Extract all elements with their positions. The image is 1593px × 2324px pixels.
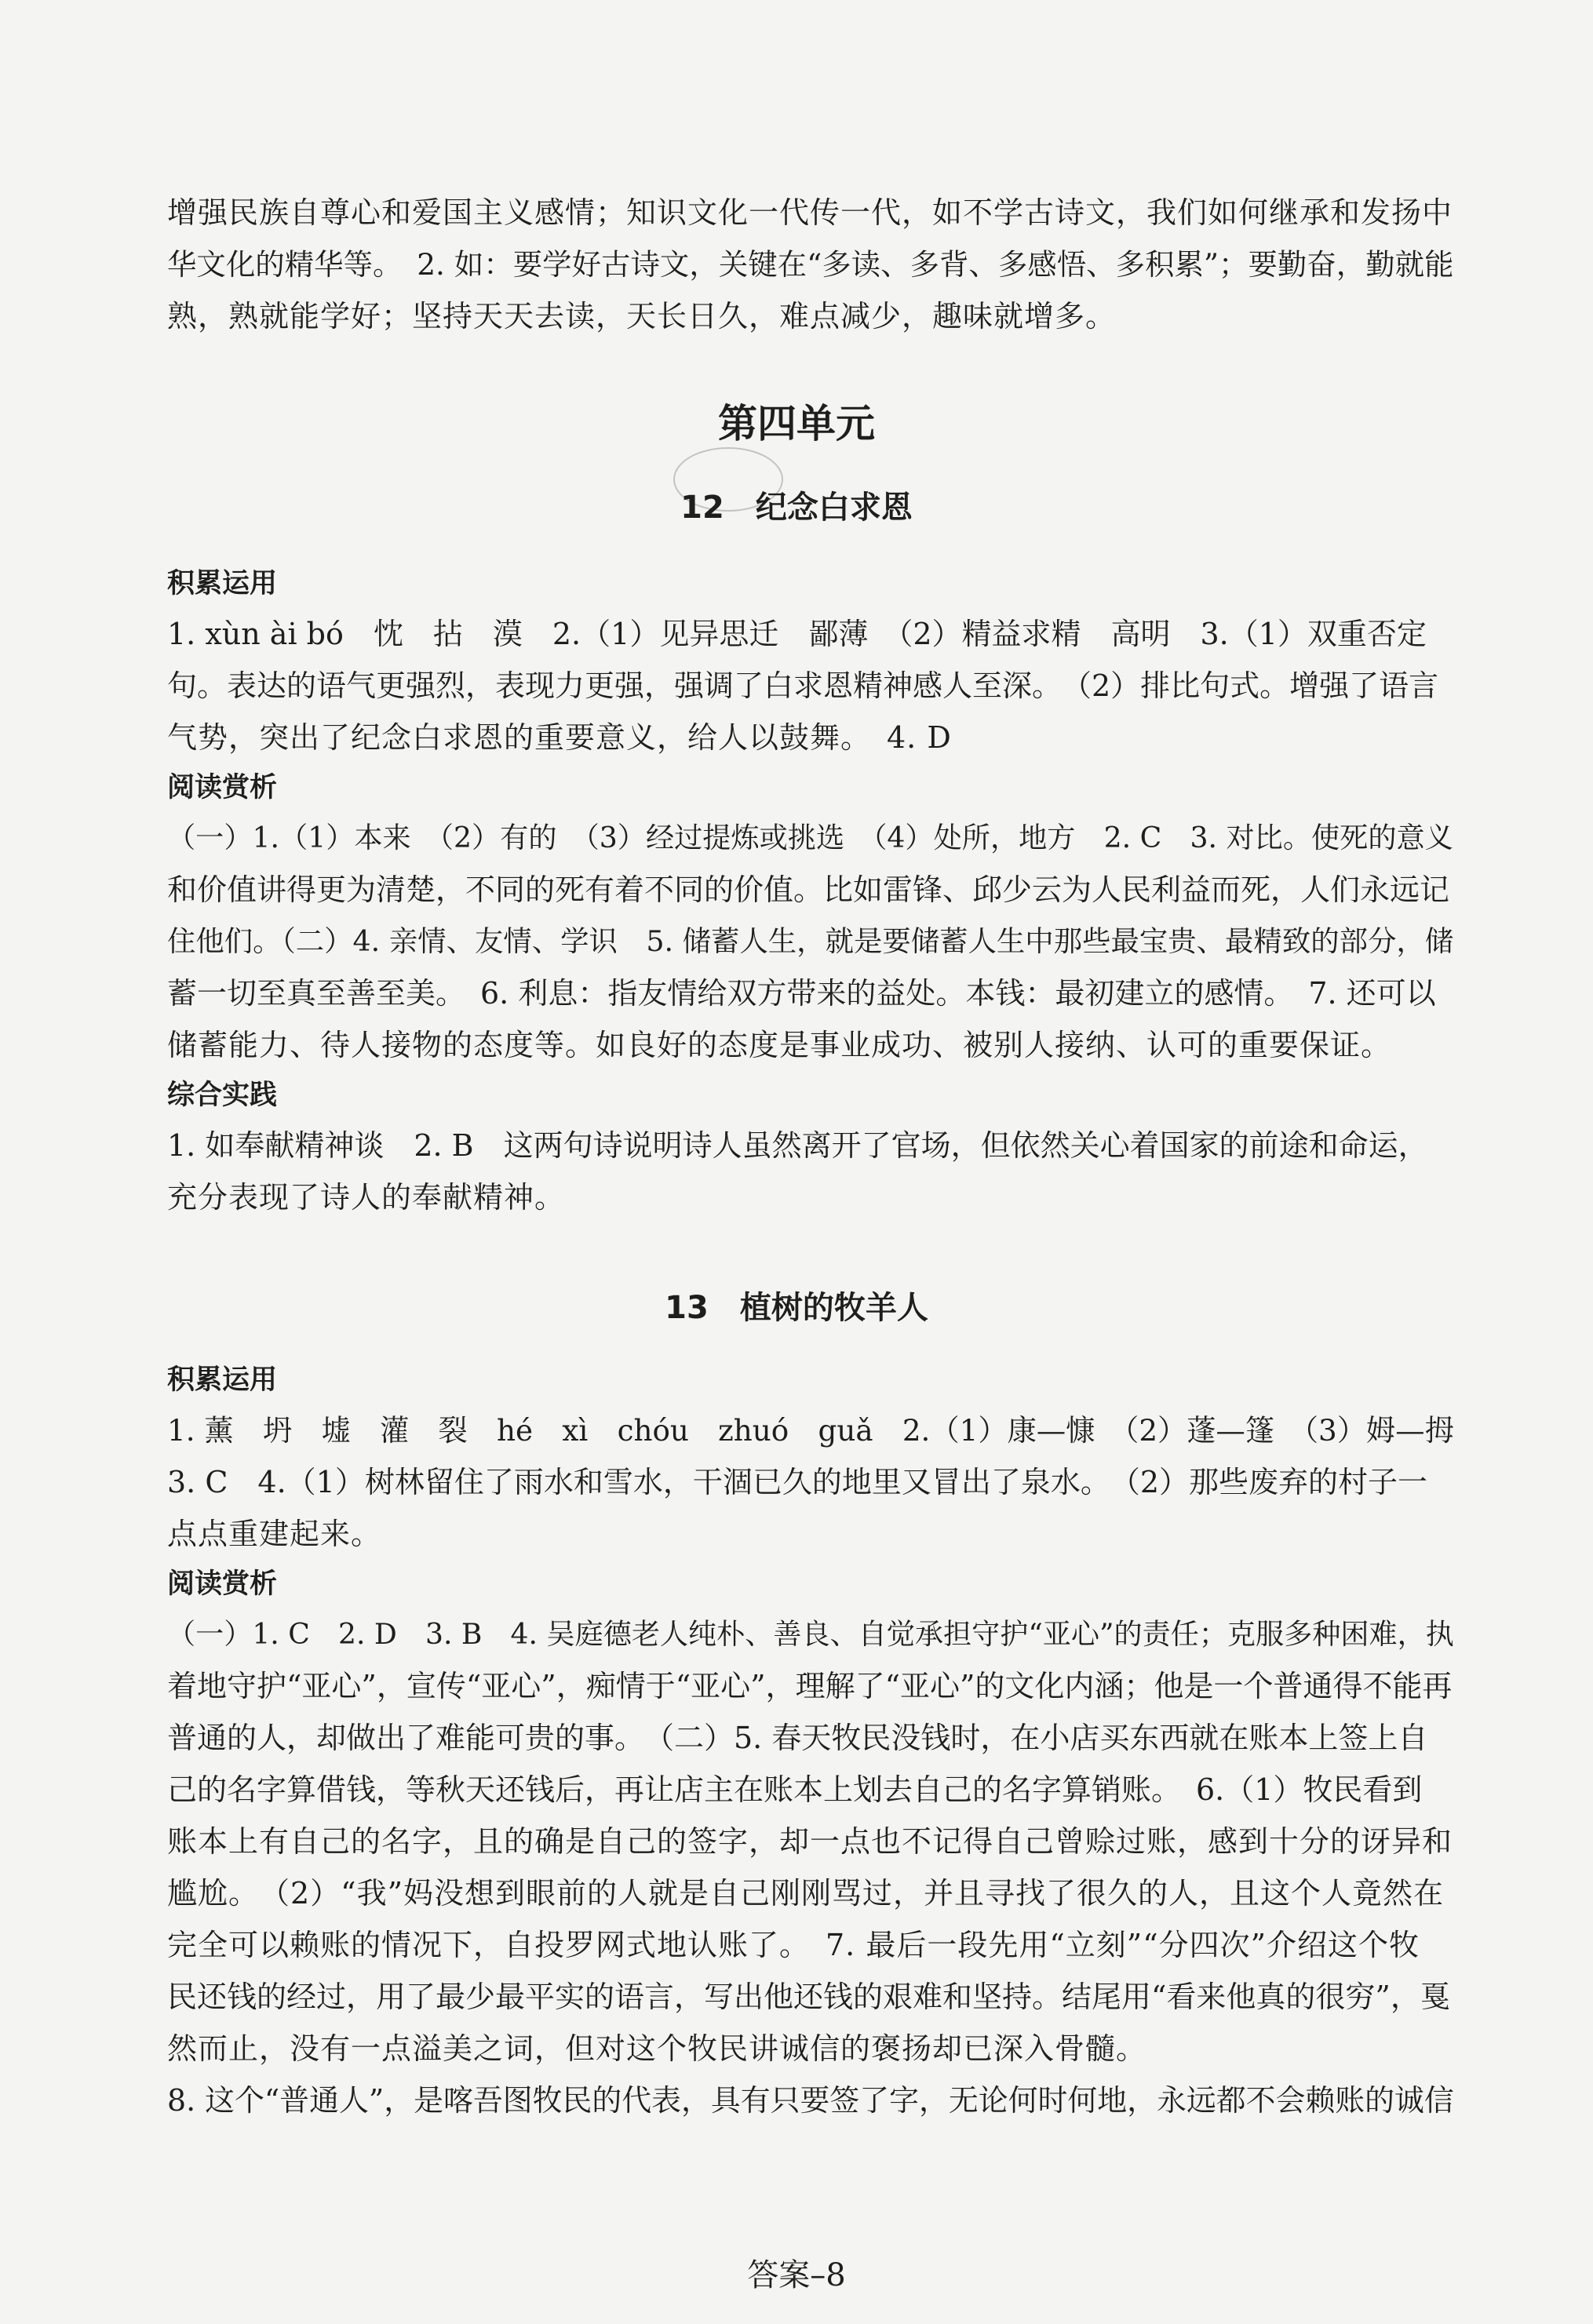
section-heading: 积累运用 <box>167 1364 278 1396</box>
section-heading: 积累运用 <box>167 568 278 599</box>
text-line: 充分表现了诗人的奉献精神。 <box>167 1180 566 1215</box>
text-line: 住他们。（二）4. 亲情、友情、学识 5. 储蓄人生，就是要储蓄人生中那些最宝贵、最精致的部分，储 <box>167 924 1454 958</box>
text-line: 3. C 4.（1）树林留住了雨水和雪水，干涸已久的地里又冒出了泉水。 （2）那些废弃的村子一 <box>167 1465 1428 1499</box>
text-line: 账本上有自己的名字，且的确是自己的签字，却一点也不记得自己曾赊过账，感到十分的讶异和 <box>167 1824 1453 1859</box>
section-heading: 阅读赏析 <box>167 1568 278 1600</box>
section-heading: 阅读赏析 <box>167 772 278 803</box>
section-heading: 综合实践 <box>167 1080 278 1111</box>
text-line: 8. 这个“普通人”，是喀吾图牧民的代表，具有只要签了字，无论何时何地，永远都不会赖账的诚信 <box>167 2083 1454 2118</box>
text-line: 着地守护“亚心”，宣传“亚心”，痴情于“亚心”，理解了“亚心”的文化内涵；他是一个普通得不能再 <box>167 1669 1453 1703</box>
text-line: 点点重建起来。 <box>167 1517 382 1551</box>
intro-paragraph <box>167 187 1454 342</box>
text-line: 增强民族自尊心和爱国主义感情；知识文化一代传一代，如不学古诗文，我们如何继承和发扬中 <box>167 195 1453 230</box>
text-line: 普通的人，却做出了难能可贵的事。 （二）5. 春天牧民没钱时，在小店买东西就在账本上签上自 <box>167 1721 1428 1755</box>
text-line: 1. 薰 坍 墟 灌 裂 hé xì chóu zhuó guǎ 2.（1）康—慷 （2）蓬—篷 （3）姆—拇 <box>167 1413 1454 1448</box>
text-line: 尴尬。 （2）“我”妈没想到眼前的人就是自己刚刚骂过，并且寻找了很久的人，且这个人竟然在 <box>167 1876 1445 1911</box>
text-line: 蓄一切至真至善至美。 6. 利息：指友情给双方带来的益处。本钱：最初建立的感情。 7. 还可以 <box>167 976 1436 1011</box>
lesson-13-title: 13 植树的牧羊人 <box>665 1290 928 1326</box>
text-line: （一）1.（1）本来 （2）有的 （3）经过提炼或挑选 （4）处所，地方 2. C 3. 对比。使死的意义 <box>167 821 1453 854</box>
text-line: 华文化的精华等。 2. 如：要学好古诗文，关键在“多读、多背、多感悟、多积累”；要勤奋，勤就能 <box>167 247 1454 282</box>
text-line: 储蓄能力、待人接物的态度等。如良好的态度是事业成功、被别人接纳、认可的重要保证。 <box>167 1028 1392 1062</box>
text-line: 完全可以赖账的情况下，自投罗网式地认账了。 7. 最后一段先用“立刻”“分四次”介绍这个牧 <box>167 1928 1420 1962</box>
text-line: 己的名字算借钱，等秋天还钱后，再让店主在账本上划去自己的名字算销账。 6.（1）牧民看到 <box>167 1772 1423 1807</box>
text-line: 然而止，没有一点溢美之词，但对这个牧民讲诚信的褒扬却已深入骨髓。 <box>167 2031 1147 2066</box>
lesson-13-content <box>167 1356 1454 2126</box>
text-line: 句。表达的语气更强烈，表现力更强，强调了白求恩精神感人至深。 （2）排比句式。增强了语言 <box>167 668 1439 703</box>
text-line: 和价值讲得更为清楚，不同的死有着不同的价值。比如雷锋、邱少云为人民利益而死，人们永远记 <box>167 872 1450 907</box>
text-line: 气势，突出了纪念白求恩的重要意义，给人以鼓舞。 4. D <box>167 720 952 755</box>
lesson-12-title: 12 纪念白求恩 <box>680 490 913 526</box>
text-line: 民还钱的经过，用了最少最平实的语言，写出他还钱的艰难和坚持。结尾用“看来他真的很穷”，戛 <box>167 1980 1450 2014</box>
unit-title: 第四单元 <box>718 401 875 446</box>
text-line: 1. xùn ài bó 忱 拈 漠 2.（1）见异思迁 鄙薄 （2）精益求精 高明 3.（1）双重否定 <box>167 617 1427 651</box>
text-line: （一）1. C 2. D 3. B 4. 吴庭德老人纯朴、善良、自觉承担守护“亚心”的责任；克服多种困难，执 <box>167 1617 1454 1651</box>
text-line: 1. 如奉献精神谈 2. B 这两句诗说明诗人虽然离开了官场，但依然关心着国家的前途和命运， <box>167 1128 1428 1163</box>
lesson-12-content <box>167 559 1454 1223</box>
text-line: 熟，熟就能学好；坚持天天去读，天长日久，难点减少，趣味就增多。 <box>167 299 1117 333</box>
page-number: 答案–8 <box>747 2257 846 2293</box>
